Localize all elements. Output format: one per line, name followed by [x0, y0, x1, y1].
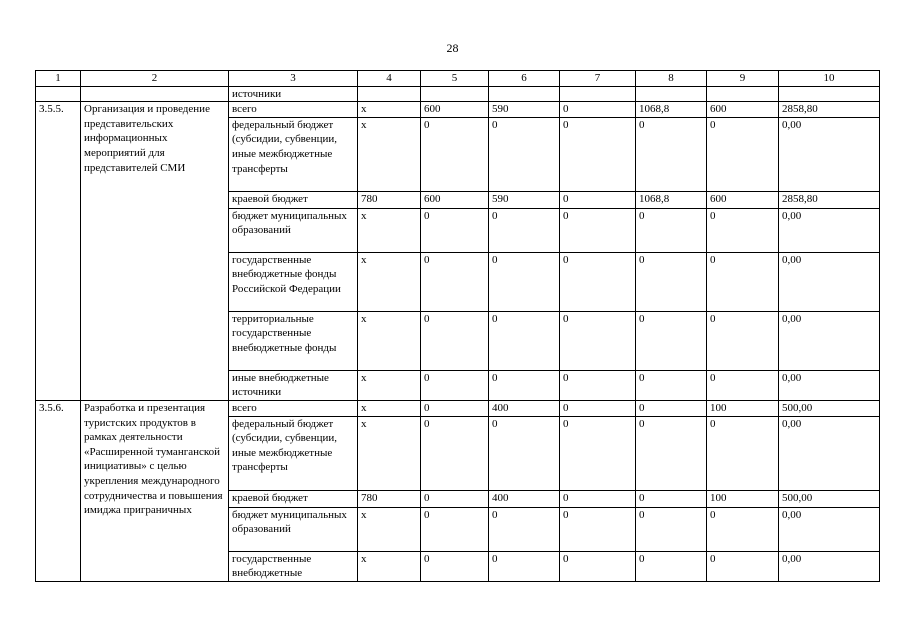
value-cell: 0,00: [779, 311, 880, 370]
value-cell: 0: [636, 400, 707, 416]
table-cell: [707, 86, 779, 102]
value-cell: 0: [489, 311, 560, 370]
value-cell: 0: [707, 311, 779, 370]
value-cell: 100: [707, 400, 779, 416]
value-cell: 0,00: [779, 208, 880, 252]
table-cell: [36, 86, 81, 102]
funding-source: государственные внебюджетные: [229, 551, 358, 581]
funding-source: краевой бюджет: [229, 490, 358, 507]
value-cell: 600: [421, 102, 489, 118]
value-cell: 0: [489, 416, 560, 490]
value-cell: 0: [421, 490, 489, 507]
value-cell: х: [358, 311, 421, 370]
table-cell: [358, 86, 421, 102]
value-cell: 0: [636, 507, 707, 551]
header-cell: 5: [421, 71, 489, 87]
value-cell: 0: [421, 400, 489, 416]
funding-source: государственные внебюджетные фонды Российской Федерации: [229, 252, 358, 311]
value-cell: 780: [358, 490, 421, 507]
value-cell: 0: [707, 370, 779, 400]
value-cell: 590: [489, 102, 560, 118]
header-row: [36, 71, 880, 87]
value-cell: 0: [560, 551, 636, 581]
budget-table: [35, 70, 880, 582]
value-cell: 0: [560, 252, 636, 311]
value-cell: 0: [636, 208, 707, 252]
value-cell: х: [358, 117, 421, 191]
value-cell: 0: [636, 117, 707, 191]
value-cell: х: [358, 416, 421, 490]
value-cell: х: [358, 102, 421, 118]
value-cell: х: [358, 551, 421, 581]
value-cell: 0: [707, 208, 779, 252]
header-cell: 2: [81, 71, 229, 87]
table-cell: [636, 86, 707, 102]
header-cell: 4: [358, 71, 421, 87]
funding-source: бюджет муниципальных образований: [229, 208, 358, 252]
value-cell: 0: [707, 416, 779, 490]
value-cell: 0,00: [779, 416, 880, 490]
table-row: [36, 86, 880, 102]
value-cell: 0,00: [779, 252, 880, 311]
value-cell: 0: [489, 117, 560, 191]
value-cell: х: [358, 208, 421, 252]
value-cell: 0: [560, 208, 636, 252]
funding-source: краевой бюджет: [229, 191, 358, 208]
value-cell: 590: [489, 191, 560, 208]
value-cell: х: [358, 252, 421, 311]
value-cell: 600: [421, 191, 489, 208]
header-cell: 10: [779, 71, 880, 87]
table-cell: источники: [229, 86, 358, 102]
value-cell: 0: [489, 507, 560, 551]
value-cell: 0,00: [779, 370, 880, 400]
value-cell: 500,00: [779, 400, 880, 416]
value-cell: 400: [489, 490, 560, 507]
value-cell: 0: [560, 311, 636, 370]
table-body: [36, 86, 880, 581]
value-cell: 0: [489, 370, 560, 400]
table-cell: [489, 86, 560, 102]
value-cell: 780: [358, 191, 421, 208]
value-cell: 1068,8: [636, 102, 707, 118]
funding-source: иные внебюджетные источники: [229, 370, 358, 400]
value-cell: 0: [421, 208, 489, 252]
funding-source: всего: [229, 400, 358, 416]
value-cell: 0: [489, 551, 560, 581]
value-cell: 0: [707, 551, 779, 581]
value-cell: 2858,80: [779, 102, 880, 118]
funding-source: федеральный бюджет (субсидии, субвенции, иные межбюджетные трансферты: [229, 117, 358, 191]
value-cell: 600: [707, 102, 779, 118]
table-cell: [81, 86, 229, 102]
value-cell: 600: [707, 191, 779, 208]
value-cell: х: [358, 370, 421, 400]
value-cell: 0: [636, 490, 707, 507]
funding-source: территориальные государственные внебюджетные фонды: [229, 311, 358, 370]
table-row: [36, 400, 880, 416]
value-cell: 0: [707, 252, 779, 311]
value-cell: 0,00: [779, 507, 880, 551]
funding-source: всего: [229, 102, 358, 118]
header-cell: 9: [707, 71, 779, 87]
page-number: 28: [446, 41, 459, 55]
table-cell: [560, 86, 636, 102]
item-code: 3.5.5.: [36, 102, 81, 401]
item-name: Организация и проведение представительских информационных мероприятий для представителей СМИ: [81, 102, 229, 401]
value-cell: 1068,8: [636, 191, 707, 208]
value-cell: 0: [560, 490, 636, 507]
value-cell: 500,00: [779, 490, 880, 507]
value-cell: 100: [707, 490, 779, 507]
value-cell: 0: [707, 117, 779, 191]
funding-source: бюджет муниципальных образований: [229, 507, 358, 551]
value-cell: 0: [707, 507, 779, 551]
value-cell: 0: [560, 117, 636, 191]
value-cell: 400: [489, 400, 560, 416]
value-cell: 0: [421, 370, 489, 400]
value-cell: 0: [560, 416, 636, 490]
header-cell: 1: [36, 71, 81, 87]
funding-source: федеральный бюджет (субсидии, субвенции, иные межбюджетные трансферты: [229, 416, 358, 490]
value-cell: 0: [560, 191, 636, 208]
value-cell: 0,00: [779, 551, 880, 581]
value-cell: 0,00: [779, 117, 880, 191]
value-cell: 0: [421, 252, 489, 311]
value-cell: х: [358, 507, 421, 551]
value-cell: 0: [636, 311, 707, 370]
item-name: Разработка и презентация туристских продуктов в рамках деятельности «Расширенной туманганской инициативы» с целью укрепления международного сотрудничества и повышения имиджа приграничных: [81, 400, 229, 581]
value-cell: 0: [636, 416, 707, 490]
value-cell: 0: [636, 551, 707, 581]
value-cell: 2858,80: [779, 191, 880, 208]
value-cell: 0: [636, 252, 707, 311]
table-cell: [779, 86, 880, 102]
value-cell: х: [358, 400, 421, 416]
header-cell: 3: [229, 71, 358, 87]
value-cell: 0: [489, 208, 560, 252]
value-cell: 0: [421, 311, 489, 370]
value-cell: 0: [489, 252, 560, 311]
value-cell: 0: [560, 370, 636, 400]
table-cell: [421, 86, 489, 102]
header-cell: 8: [636, 71, 707, 87]
value-cell: 0: [421, 507, 489, 551]
value-cell: 0: [421, 551, 489, 581]
value-cell: 0: [421, 416, 489, 490]
table-row: [36, 102, 880, 118]
header-cell: 7: [560, 71, 636, 87]
value-cell: 0: [560, 400, 636, 416]
value-cell: 0: [560, 507, 636, 551]
value-cell: 0: [421, 117, 489, 191]
value-cell: 0: [636, 370, 707, 400]
header-cell: 6: [489, 71, 560, 87]
item-code: 3.5.6.: [36, 400, 81, 581]
value-cell: 0: [560, 102, 636, 118]
